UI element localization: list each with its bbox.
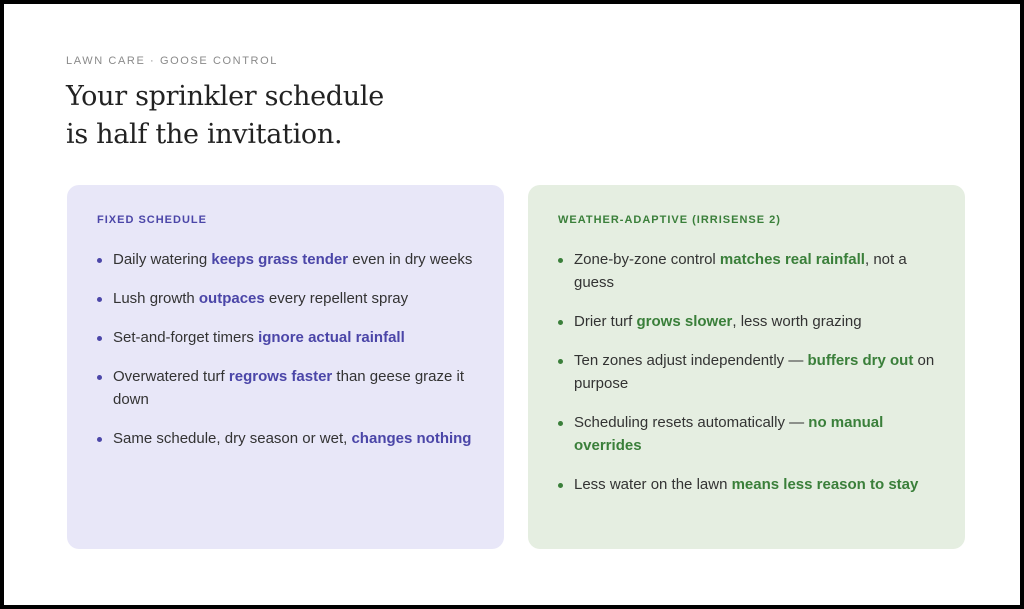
- fixed-schedule-title: FIXED SCHEDULE: [97, 214, 207, 226]
- page-title: [66, 78, 384, 154]
- list-item: [97, 326, 474, 349]
- item-text: Drier turf: [574, 313, 637, 330]
- item-text: Daily watering: [113, 251, 212, 268]
- item-text: Less water on the lawn: [574, 476, 732, 493]
- list-item: [558, 310, 935, 333]
- weather-adaptive-list: [558, 248, 935, 496]
- bullet-icon: [97, 336, 102, 341]
- item-text: on purpose: [574, 352, 935, 392]
- item-text: every repellent spray: [264, 290, 409, 307]
- item-highlight: changes nothing: [351, 430, 472, 447]
- item-text: , less worth grazing: [732, 313, 862, 330]
- item-highlight: buffers dry out: [807, 352, 914, 369]
- item-text: Scheduling resets automatically —: [574, 414, 809, 431]
- fixed-schedule-card: [67, 185, 504, 549]
- item-highlight: outpaces: [198, 290, 265, 307]
- page-title-line-2: is half the invitation.: [66, 119, 343, 150]
- bullet-icon: [558, 320, 563, 325]
- item-text: Same schedule, dry season or wet,: [113, 430, 352, 447]
- item-highlight: grows slower: [636, 313, 733, 330]
- list-item: [558, 411, 935, 457]
- list-item: [97, 365, 474, 411]
- weather-adaptive-title: WEATHER-ADAPTIVE (IRRISENSE 2): [558, 214, 781, 226]
- item-text: Overwatered turf: [113, 368, 229, 385]
- item-highlight: no manual overrides: [574, 414, 884, 454]
- weather-adaptive-card: [528, 185, 965, 549]
- item-highlight: regrows faster: [228, 368, 333, 385]
- bullet-icon: [558, 483, 563, 488]
- item-text: even in dry weeks: [348, 251, 473, 268]
- list-item: [558, 473, 935, 496]
- bullet-icon: [558, 258, 563, 263]
- list-item: [97, 248, 474, 271]
- item-text: Lush growth: [113, 290, 199, 307]
- bullet-icon: [558, 421, 563, 426]
- item-text: Set-and-forget timers: [113, 329, 259, 346]
- bullet-icon: [97, 375, 102, 380]
- fixed-schedule-list: [97, 248, 474, 450]
- item-highlight: keeps grass tender: [211, 251, 349, 268]
- item-text: Zone-by-zone control: [574, 251, 720, 268]
- item-highlight: ignore actual rainfall: [258, 329, 405, 346]
- bullet-icon: [97, 437, 102, 442]
- page-title-line-1: Your sprinkler schedule: [66, 81, 384, 112]
- item-highlight: matches real rainfall: [719, 251, 865, 268]
- item-text: Ten zones adjust independently —: [574, 352, 808, 369]
- bullet-icon: [97, 258, 102, 263]
- bullet-icon: [97, 297, 102, 302]
- item-text: , not a guess: [574, 251, 907, 291]
- item-text: than geese graze it down: [113, 368, 465, 408]
- list-item: [97, 427, 474, 450]
- item-highlight: means less reason to stay: [731, 476, 919, 493]
- bullet-icon: [558, 359, 563, 364]
- eyebrow-label: LAWN CARE · GOOSE CONTROL: [66, 55, 278, 67]
- list-item: [558, 349, 935, 395]
- list-item: [558, 248, 935, 294]
- list-item: [97, 287, 474, 310]
